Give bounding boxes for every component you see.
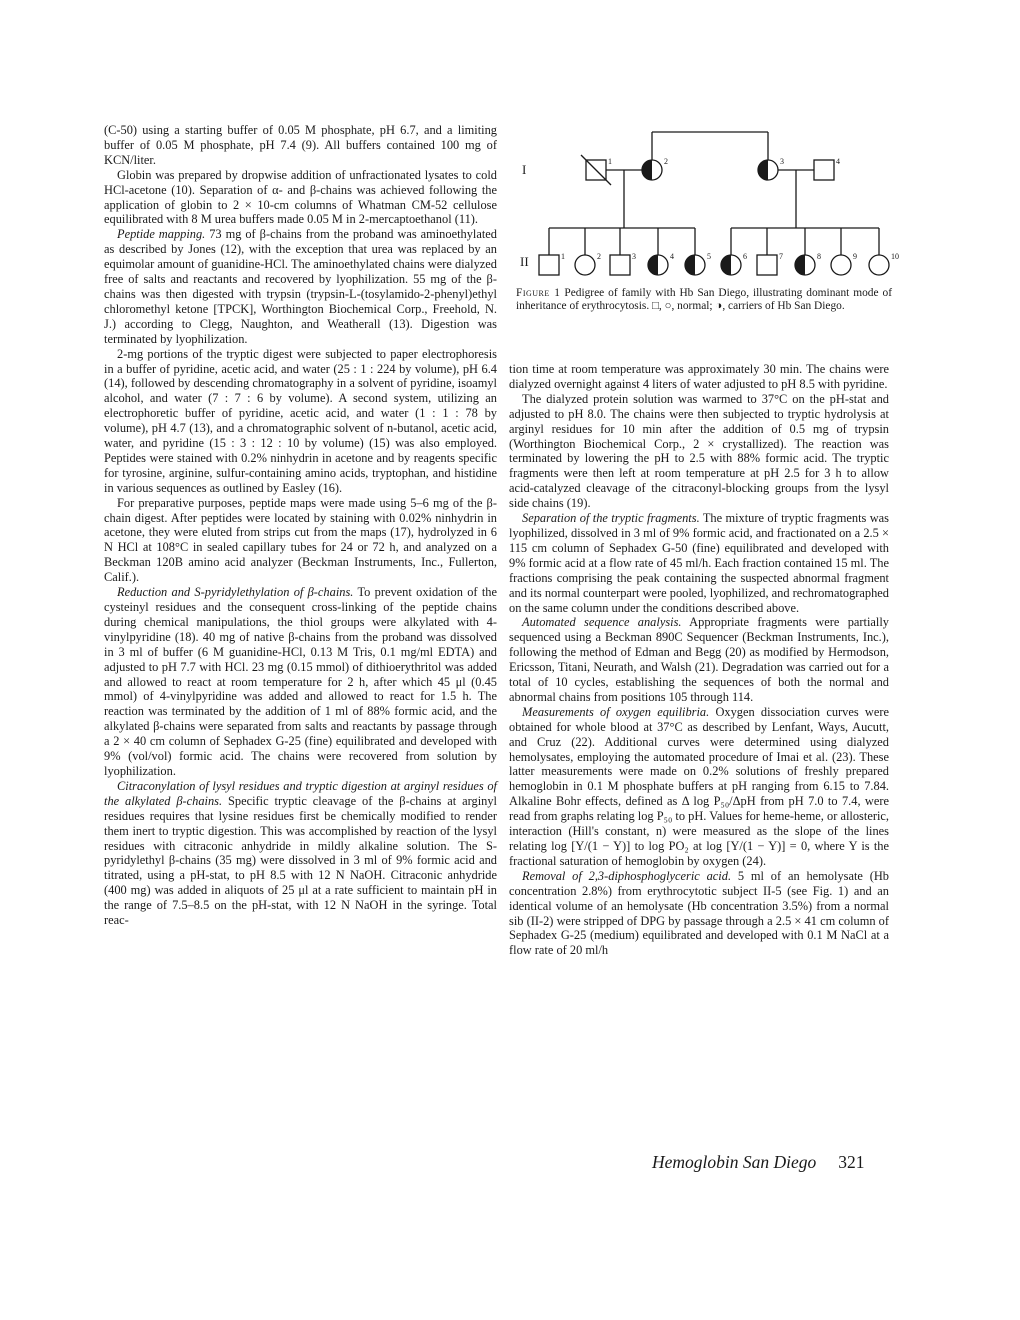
pedigree-gen2-person-4-female-carrier: [648, 252, 674, 275]
pedigree-gen2-person-9-female-normal: [831, 252, 857, 275]
pedigree-gen2-person-5-female-carrier: [685, 252, 711, 275]
pedigree-person-number: 5: [707, 252, 711, 261]
paragraph-text: Specific tryptic cleavage of the β-chains at arginyl residues requires that lysine residues first be chemically modified to render them inert to tryptic digestion. This was accomplished by reaction of the lysyl residues with citraconic anhydride in mildly alkaline solution. The S-pyridylethyl β-chains (35 mg) were dissolved in 3 ml of 9% formic acid and titrated, using a pH-stat, to pH 8.5 with 12 N NaOH. Citraconic anhydride (400 mg) was added in aliquots of 25 μl at a rate sufficient to maintain pH in the range of 7.5–8.5 on the pH-stat, with 12 N NaOH in the syringe. Total reac-: [104, 793, 497, 928]
section-heading: Measurements of oxygen equilibria.: [522, 704, 710, 719]
pedigree-gen1-person-4-male-normal: [814, 157, 840, 180]
pedigree-lines: [549, 132, 879, 255]
paragraph-text: 5 ml of an hemolysate (Hb concentration 2.8%) from erythrocytotic subject II-5 (see Fig. 1) and an identical volume of an hemolysate (Hb concentration 3.5%) from a normal sib (II-2) were stripped of DPG by passage through a 2.5 × 41 cm column of Sephadex G-25 (medium) equilibrated and developed with 0.1 M NaCl at a flow rate of 20 ml/h: [509, 868, 889, 958]
section-heading: Citraconylation of lysyl residues and tryptic digestion at arginyl residues of the alkylated β-chains.: [104, 778, 497, 808]
pedigree-person-number: 8: [817, 252, 821, 261]
pedigree-symbols: [539, 155, 899, 275]
paragraph-text: (C-50) using a starting buffer of 0.05 M phosphate, pH 6.7, and a limiting buffer of 0.05 M phosphate, pH 7.4 (9). All buffers contained 100 mg of KCN/liter.: [104, 123, 497, 167]
pedigree-gen2-person-6-female-carrier: [721, 252, 747, 275]
right-column-paragraph: [509, 615, 889, 704]
generation-II-label: II: [520, 254, 529, 269]
pedigree-gen2-person-7-male-normal: [757, 252, 783, 275]
left-column-paragraph: [104, 779, 497, 928]
section-heading: Separation of the tryptic fragments.: [522, 511, 700, 526]
left-column-paragraph: [104, 585, 497, 779]
right-column-paragraph: [509, 869, 889, 958]
paragraph-text: tion time at room temperature was approximately 30 min. The chains were dialyzed overnight against 4 liters of water adjusted to pH 8.5 with pyridine.: [509, 362, 889, 391]
pedigree-person-number: 1: [561, 252, 565, 261]
pedigree-person-number: 2: [597, 252, 601, 261]
left-column-paragraph: [104, 123, 497, 168]
pedigree-person-number: 10: [891, 252, 899, 261]
pedigree-figure: [509, 123, 899, 288]
right-column-paragraph: [509, 362, 889, 392]
page-number: 321: [838, 1152, 865, 1172]
pedigree-person-number: 4: [670, 252, 674, 261]
right-column-paragraph: [509, 511, 889, 615]
paragraph-text: To prevent oxidation of the cysteinyl residues and the consequent cross-linking of the peptide chains during chemical manipulations, the thiol groups were alkylated with 4-vinylpyridine (18). 40 mg of native β-chains from the proband was dissolved in 3 ml of buffer (6 M guanidine-HCl, 0.13 M Tris, 0.1 mg/ml EDTA) and adjusted to pH 7.7 with HCl. 23 mg (0.15 mmol) of dithioerythritol was added and allowed to react at room temperature for 2 h, after which 45 μl (0.45 mmol) of 4-vinylpyridine was added and allowed to react for 1.5 h. The reaction was terminated by the addition of 1 ml of 88% formic acid, and the alkylated β-chains were separated from salts and reactants by passage through a 2 × 40 cm column of Sephadex G-25 (fine) equilibrated and developed with 9% (vol/vol) formic acid. The chains were recovered from solution by lyophilization.: [104, 585, 497, 778]
right-text-column: [509, 362, 889, 958]
pedigree-person-number: 1: [608, 157, 612, 166]
section-heading: Peptide mapping.: [117, 227, 206, 242]
pedigree-gen2-person-8-female-carrier: [795, 252, 821, 275]
pedigree-person-number: 4: [836, 157, 840, 166]
figure-caption: [516, 287, 892, 314]
left-column-paragraph: [104, 347, 497, 496]
generation-I-label: I: [522, 162, 527, 177]
right-column-paragraph: [509, 705, 889, 869]
pedigree-gen2-person-1-male-normal: [539, 252, 565, 275]
running-title: Hemoglobin San Diego: [652, 1152, 817, 1172]
pedigree-person-number: 3: [780, 157, 784, 166]
pedigree-person-number: 9: [853, 252, 857, 261]
paragraph-text: The dialyzed protein solution was warmed to 37°C on the pH-stat and adjusted to pH 8.0. The chains were then subjected to tryptic hydrolysis at arginyl residues for 10 min after the addition of 0.5 mg of trypsin (Worthington Biochemical Corp., 2 × crystallized). The reaction was terminated by lowering the pH to 2.5 with 88% formic acid. The tryptic fragments were then left at room temperature at pH 2.5 for 3 h to allow acid-catalyzed cleavage of the citraconyl-blocking groups from the lysyl side chains (19).: [509, 391, 889, 511]
paragraph-text: For preparative purposes, peptide maps were made using 5–6 mg of the β-chain digest. After peptides were located by staining with 0.02% ninhydrin in acetone, they were eluted from strips cut from the maps (17), hydrolyzed in 6 N HCl at 108°C in sealed capillary tubes for 24 or 72 h, and analyzed on a Beckman 120B amino acid analyzer (Beckman Instruments, Inc., Fullerton, Calif.).: [104, 495, 497, 585]
paragraph-text: Globin was prepared by dropwise addition of unfractionated lysates to cold HCl-acetone (10). Separation of α- and β-chains was achieved following the application of globin to 2 × 10-cm columns of Whatman CM-52 cellulose equilibrated with 8 M urea buffers made 0.05 M in 2-mercaptoethanol (11).: [104, 167, 497, 227]
pedigree-gen1-person-3-female-carrier: [758, 157, 784, 180]
left-column-paragraph: [104, 168, 497, 228]
page-footer: [652, 1152, 865, 1173]
right-column-paragraph: [509, 392, 889, 511]
figure-caption-text: Pedigree of family with Hb San Diego, illustrating dominant mode of inheritance of erythrocytosis. □, ○, normal; ◑, carriers of Hb San Diego.: [516, 287, 892, 313]
pedigree-person-number: 2: [664, 157, 668, 166]
pedigree-gen1-person-2-female-carrier: [642, 157, 668, 180]
section-heading: Removal of 2,3-diphosphoglyceric acid.: [522, 868, 732, 883]
paragraph-text: Appropriate fragments were partially sequenced using a Beckman 890C Sequencer (Beckman Instruments, Inc.), following the method of Edman and Begg (20) as modified by Hermodson, Ericsson, Titani, Neurath, and Walsh (21). Degradation was carried out for a total of 10 cycles, establishing the sequences of both the normal and abnormal chains from positions 105 through 114.: [509, 615, 890, 704]
paragraph-text: The mixture of tryptic fragments was lyophilized, dissolved in 3 ml of 9% formic acid, and fractionated on a 2.5 × 115 cm column of Sephadex G-50 (fine) equilibrated and developed with 9% formic acid at a flow rate of 45 ml/h. Each fraction contained 15 ml. The fractions comprising the peak containing the suspected abnormal fragment and its normal counterpart were pooled, lyophilized, and rechromatographed on the same column under the conditions described above.: [509, 511, 889, 615]
pedigree-person-number: 6: [743, 252, 747, 261]
pedigree-gen2-person-10-female-normal: [869, 252, 899, 275]
pedigree-gen2-person-2-female-normal: [575, 252, 601, 275]
left-text-column: [104, 123, 497, 928]
left-column-paragraph: [104, 227, 497, 346]
pedigree-gen2-person-3-male-normal: [610, 252, 636, 275]
paragraph-text: 2-mg portions of the tryptic digest were subjected to paper electrophoresis in a buffer of pyridine, acetic acid, and water (25 : 1 : 224 by volume), pH 6.4 (14), followed by descending chromatography in a solvent of pyridine, isoamyl alcohol, and water (7 : 7 : 6 by volume). A second system, utilizing an electrophoretic buffer of pyridine, acetic acid, and water (1 : 1 : 78 by volume), pH 4.7 (13), and a chromatographic solvent of n-butanol, acetic acid, water, and pyridine (15 : 3 : 12 : 10 by volume) (15) was also employed. Peptides were stained with 0.2% ninhydrin in acetone and by reagents specific for tyrosine, arginine, sulfur-containing amino acids, tryptophan, and histidine in various sequences as outlined by Easley (16).: [104, 346, 497, 495]
section-heading: Reduction and S-pyridylethylation of β-chains.: [117, 585, 354, 600]
figure-label: Figure 1: [516, 287, 561, 299]
paragraph-text: Oxygen dissociation curves were obtained for whole blood at 37°C as described by Lenfant, Ways, Aucutt, and Cruz (22). Additional curves were determined using dialyzed hemolysates, employing the automated procedure of Imai et al. (23). These latter measurements were made on 0.2% solutions of freshly prepared hemoglobin in 0.1 M phosphate buffers at pH ranging from 6.15 to 7.84. Alkaline Bohr effects, defined as Δ log P₅₀/ΔpH from pH 7.0 to 7.4, were read from graphs relating log P₅₀ to pH. Values for heme-heme, or allosteric, interaction (Hill's constant, n) were measured as the slope of the lines relating log [Y/(1 − Y)] to log PO₂ at log [Y/(1 − Y)] = 0, where Y is the fractional saturation of hemoglobin by oxygen (24).: [509, 704, 889, 868]
left-column-paragraph: [104, 496, 497, 585]
pedigree-person-number: 3: [632, 252, 636, 261]
pedigree-person-number: 7: [779, 252, 783, 261]
paragraph-text: 73 mg of β-chains from the proband was aminoethylated as described by Jones (12), with the exception that urea was replaced by an equimolar amount of guanidine-HCl. The aminoethylated chains were dialyzed free of salts and reactants and recovered by lyophilization. 55 mg of the β-chains was then digested with trypsin (trypsin-L-(tosylamido-2-phenyl)ethyl chloromethyl ketone [TPCK], Worthington Biochemical Corp., Freehold, N. J.) according to Clegg, Naughton, and Weatherall (13). Digestion was terminated by lyophilization.: [104, 227, 497, 346]
section-heading: Automated sequence analysis.: [522, 615, 682, 630]
